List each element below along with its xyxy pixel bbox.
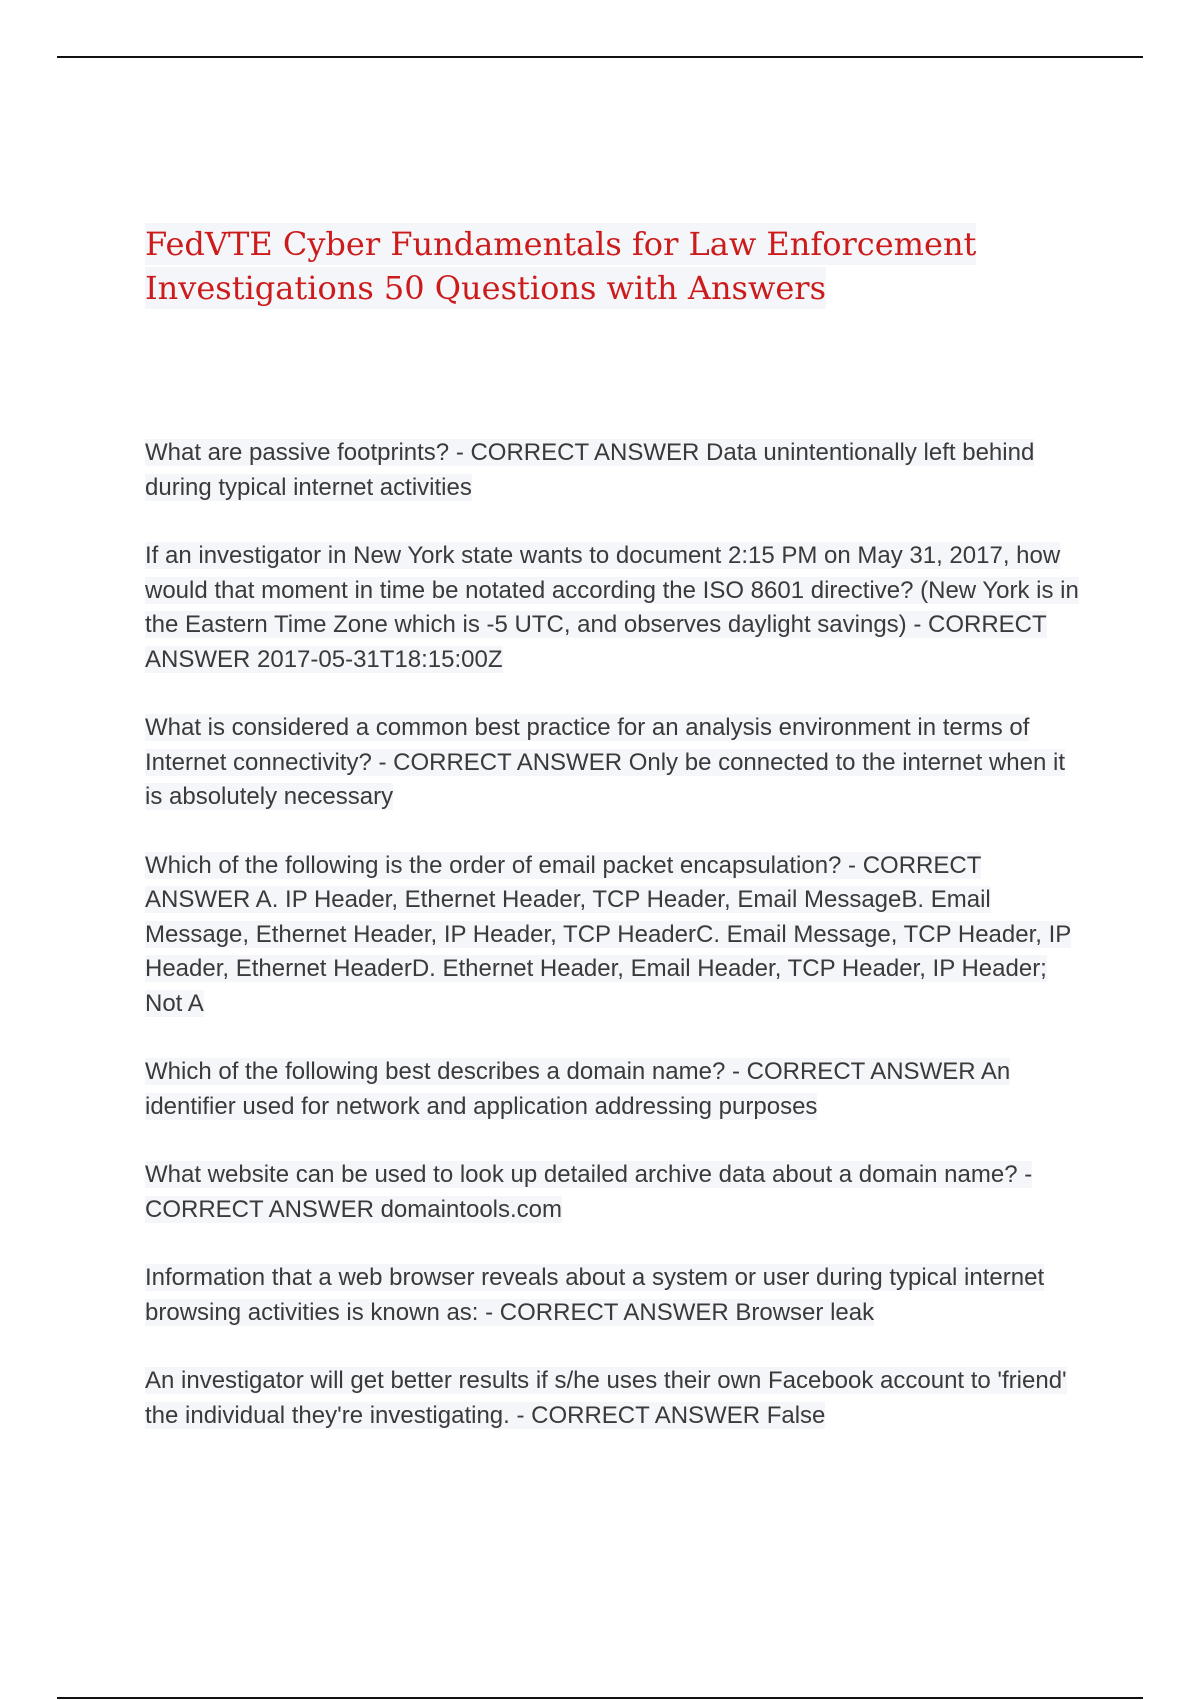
qa-item: What are passive footprints? - CORRECT ANSWER Data unintentionally left behind during typical internet activities: [145, 439, 1035, 501]
qa-item: Information that a web browser reveals about a system or user during typical internet browsing activities is known as: - CORRECT ANSWER Browser leak: [145, 1264, 1045, 1326]
qa-list: [145, 436, 1085, 1433]
qa-item: What is considered a common best practice for an analysis environment in terms of Internet connectivity? - CORRECT ANSWER Only be connected to the internet when it is absolutely necessary: [145, 714, 1065, 810]
bottom-rule: [57, 1697, 1143, 1699]
qa-item: An investigator will get better results if s/he uses their own Facebook account to 'friend' the individual they're investigating. - CORRECT ANSWER False: [145, 1367, 1067, 1429]
document-title: FedVTE Cyber Fundamentals for Law Enforcement Investigations 50 Questions with Answers: [145, 225, 977, 307]
qa-item: Which of the following best describes a domain name? - CORRECT ANSWER An identifier used for network and application addressing purposes: [145, 1058, 1011, 1120]
document-body: [145, 222, 1085, 1467]
qa-item: If an investigator in New York state wants to document 2:15 PM on May 31, 2017, how would that moment in time be notated according the ISO 8601 directive? (New York is in the Eastern Time Zone which is -5 UTC, and observes daylight savings) - CORRECT ANSWER 2017-05-31T18:15:00Z: [145, 542, 1079, 673]
qa-item: What website can be used to look up detailed archive data about a domain name? - CORRECT ANSWER domaintools.com: [145, 1161, 1033, 1223]
qa-item: Which of the following is the order of email packet encapsulation? - CORRECT ANSWER A. IP Header, Ethernet Header, TCP Header, Email MessageB. Email Message, Ethernet Header, IP Header, TCP HeaderC. Email Message, TCP Header, IP Header, Ethernet HeaderD. Ethernet Header, Email Header, TCP Header, IP Header; Not A: [145, 851, 1072, 1017]
top-rule: [57, 56, 1143, 58]
